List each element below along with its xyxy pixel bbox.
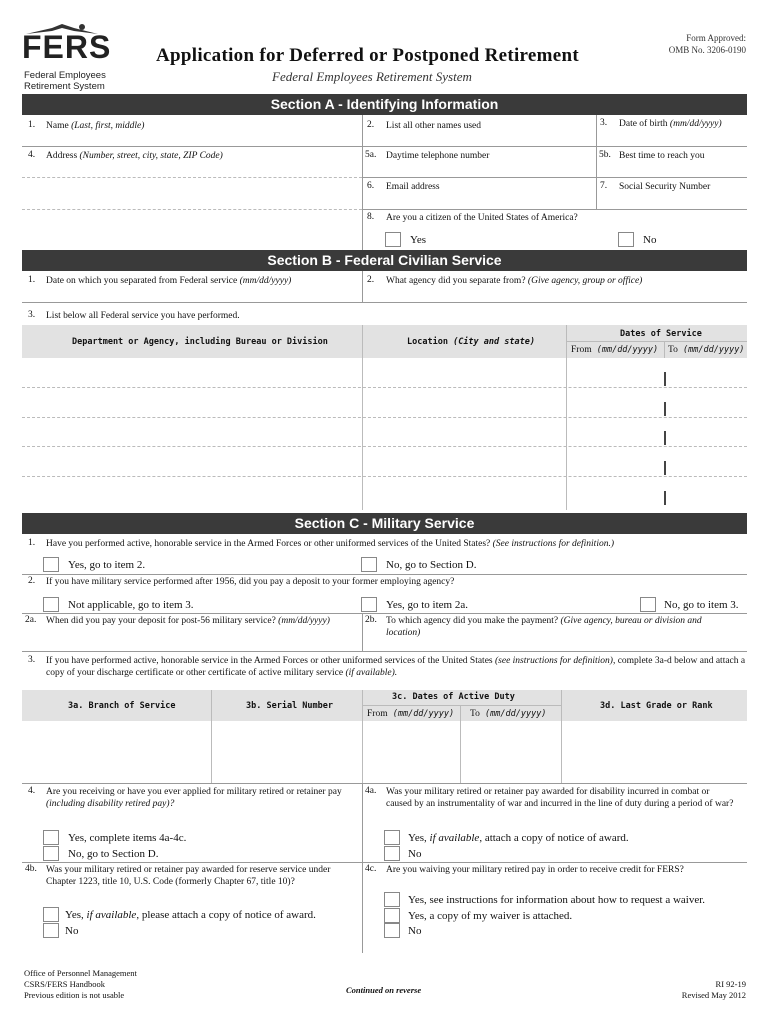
citizen-no-checkbox[interactable] (618, 232, 634, 247)
federal-service-row[interactable] (22, 388, 747, 417)
c-q3-number: 3. (28, 655, 36, 665)
c-q2-na-checkbox[interactable] (43, 597, 59, 612)
citizen-label: Are you a citizen of the United States of America? (386, 213, 578, 223)
c-q4-yes-label: Yes, complete items 4a-4c. (68, 832, 187, 844)
col-duty-to-hint: (mm/dd/yyyy) (485, 709, 547, 719)
c-q4-no-label: No, go to Section D. (68, 848, 159, 860)
c-q2a-text: When did you pay your deposit for post-56 military service? (46, 616, 276, 626)
c-q2a-label (46, 615, 330, 627)
a-item7-number: 7. (600, 181, 608, 191)
federal-service-row[interactable] (22, 447, 747, 476)
c-q4-number: 4. (28, 786, 36, 796)
email-label: Email address (386, 182, 440, 192)
c-q2a-number: 2a. (25, 615, 37, 625)
a-item8-number: 8. (367, 212, 375, 222)
section-b-heading: Section B - Federal Civilian Service (22, 250, 747, 271)
c-q4b-yes-hint: if available (86, 909, 137, 921)
c-q4a-no-label: No (408, 848, 422, 860)
c-q4c-no-checkbox[interactable] (384, 923, 400, 938)
col-dates-of-service: Dates of Service (620, 329, 702, 339)
c-q2-label: If you have military service performed after 1956, did you pay a deposit to your former employing agency? (46, 577, 455, 587)
c-q4-text: Are you receiving or have you ever applied for military retired or retainer pay (46, 787, 342, 797)
col-to-hint: (mm/dd/yyyy) (683, 345, 745, 355)
c-q2-yes-checkbox[interactable] (361, 597, 377, 612)
c-q3-hint-a: (see instructions for definition) (495, 656, 613, 666)
agency-line-1: Federal Employees (24, 70, 106, 81)
c-q4a-yes-text: Yes, (408, 832, 427, 844)
col-to-text: To (668, 345, 678, 355)
footer-handbook: CSRS/FERS Handbook (24, 979, 106, 989)
name-label: Name (46, 121, 69, 131)
c-q2-no-checkbox[interactable] (640, 597, 656, 612)
c-q4a-yes-checkbox[interactable] (384, 830, 400, 845)
c-q2-na-label: Not applicable, go to item 3. (68, 599, 194, 611)
section-a-heading: Section A - Identifying Information (22, 94, 747, 115)
approval-block (669, 32, 746, 56)
c-q1-label (46, 538, 614, 550)
c-q4a-yes-label (408, 832, 629, 844)
other-names-field[interactable] (362, 132, 596, 146)
c-q1-no-label: No, go to Section D. (386, 559, 477, 571)
c-q4c-label: Are you waiving your military retired pay in order to receive credit for FERS? (386, 865, 684, 875)
c-q4c-waiver-info-label: Yes, see instructions for information about how to request a waiver. (408, 894, 706, 906)
c-q2b-number: 2b. (365, 615, 377, 625)
ssn-field[interactable] (596, 193, 747, 209)
address-field[interactable] (22, 162, 362, 242)
footer-edition: Previous edition is not usable (24, 990, 125, 1000)
a-item6-number: 6. (367, 181, 375, 191)
approval-line-1: Form Approved: (686, 33, 746, 43)
c-q2b-text: To which agency did you make the payment? (386, 616, 559, 626)
c-q2b-label (386, 615, 736, 639)
c-q4b-label: Was your military retired or retainer pay awarded for reserve service under Chapter 1223, title 10, U.S. Code (formerly Chapter 67, title 10)? (46, 865, 331, 887)
agency-name (24, 70, 106, 92)
c-q4b-yes-label (65, 909, 316, 921)
best-time-field[interactable] (596, 162, 747, 177)
col-location (407, 337, 535, 347)
col-duty-from (367, 709, 454, 719)
a-item4-number: 4. (28, 150, 36, 160)
best-time-label: Best time to reach you (619, 151, 705, 161)
continued-on-reverse: Continued on reverse (346, 985, 422, 995)
col-duty-from-text: From (367, 709, 388, 719)
dob-hint: (mm/dd/yyyy) (669, 119, 722, 129)
separation-date-label (46, 275, 291, 287)
col-location-text: Location (407, 337, 448, 347)
b-item3-number: 3. (28, 310, 36, 320)
c-q2-no-label: No, go to item 3. (664, 599, 739, 611)
form-subtitle: Federal Employees Retirement System (272, 69, 472, 84)
c-q3-text-b: , complete 3a-d below and attach a copy of your discharge certificate or other certificate of active military service (46, 656, 746, 678)
c-q4b-no-label: No (65, 925, 79, 937)
footer-agency: Office of Personnel Management (24, 968, 137, 978)
citizen-no-label: No (643, 234, 657, 246)
c-q4a-no-checkbox[interactable] (384, 846, 400, 861)
col-from (571, 345, 658, 355)
federal-service-label: List below all Federal service you have performed. (46, 311, 240, 321)
separation-agency-text: What agency did you separate from? (386, 276, 526, 286)
col-branch: 3a. Branch of Service (68, 701, 176, 711)
logo-word: FERS (22, 29, 112, 65)
a-item1-label (46, 120, 144, 132)
federal-service-row[interactable] (22, 358, 747, 387)
b-item2-number: 2. (367, 275, 375, 285)
c-q1-text: Have you performed active, honorable service in the Armed Forces or other uniformed services of the United States? (46, 539, 491, 549)
a-item5a-number: 5a. (365, 150, 377, 160)
separation-date-field[interactable] (22, 287, 362, 302)
c-q4b-no-checkbox[interactable] (43, 923, 59, 938)
col-grade: 3d. Last Grade or Rank (600, 701, 713, 711)
c-q1-no-checkbox[interactable] (361, 557, 377, 572)
ssn-label: Social Security Number (619, 182, 711, 192)
col-from-text: From (571, 345, 592, 355)
daytime-phone-label: Daytime telephone number (386, 151, 490, 161)
citizen-yes-label: Yes (410, 234, 427, 246)
dob-field[interactable] (596, 130, 747, 146)
daytime-phone-field[interactable] (362, 162, 596, 177)
other-names-label: List all other names used (386, 121, 481, 131)
c-q1-yes-label: Yes, go to item 2. (68, 559, 146, 571)
b-item1-number: 1. (28, 275, 36, 285)
c-q1-hint: (See instructions for definition.) (492, 539, 615, 549)
fers-logo (22, 22, 112, 68)
c-q4-no-checkbox[interactable] (43, 846, 59, 861)
name-hint: (Last, first, middle) (71, 121, 145, 131)
citizen-yes-checkbox[interactable] (385, 232, 401, 247)
c-q4b-yes-checkbox[interactable] (43, 907, 59, 922)
c-q1-number: 1. (28, 538, 36, 548)
form-number: RI 92-19 (715, 979, 746, 989)
deposit-date-field[interactable] (22, 628, 362, 651)
c-q4b-yes-text-b: , please attach a copy of notice of award. (136, 909, 316, 921)
c-q2-number: 2. (28, 576, 36, 586)
name-field[interactable] (22, 132, 362, 146)
address-label-text: Address (46, 151, 78, 161)
col-active-duty: 3c. Dates of Active Duty (392, 692, 515, 702)
c-q4b-number: 4b. (25, 864, 37, 874)
c-q2-yes-label: Yes, go to item 2a. (386, 599, 468, 611)
address-hint: (Number, street, city, state, ZIP Code) (79, 151, 223, 161)
deposit-agency-field[interactable] (362, 640, 747, 651)
federal-service-row[interactable] (22, 418, 747, 446)
c-q3-hint-b: (if available). (345, 668, 398, 678)
c-q4-hint: (including disability retired pay)? (46, 799, 175, 809)
c-q2a-hint: (mm/dd/yyyy) (278, 616, 330, 626)
footer-left (24, 968, 137, 1001)
revision-date: Revised May 2012 (681, 990, 746, 1000)
c-q4a-number: 4a. (365, 786, 377, 796)
separation-agency-label (386, 275, 642, 287)
col-to (668, 345, 744, 355)
separation-agency-hint: (Give agency, group or office) (527, 276, 643, 286)
address-label (46, 150, 223, 162)
section-c-heading: Section C - Military Service (22, 513, 747, 534)
form-title: Application for Deferred or Postponed Retirement (156, 45, 580, 66)
c-q1-yes-checkbox[interactable] (43, 557, 59, 572)
c-q3-text-a: If you have performed active, honorable service in the Armed Forces or other uniformed services of the United States (46, 656, 493, 666)
c-q2b-hint: (Give agency, bureau or division and location) (386, 616, 702, 638)
c-q4c-waiver-info-checkbox[interactable] (384, 892, 400, 907)
c-q4-yes-checkbox[interactable] (43, 830, 59, 845)
a-item1-number: 1. (28, 120, 36, 130)
approval-line-2: OMB No. 3206-0190 (668, 45, 746, 55)
col-serial: 3b. Serial Number (246, 701, 333, 711)
dob-label-text: Date of birth (619, 119, 668, 129)
military-service-row[interactable] (22, 721, 747, 783)
c-q4c-number: 4c. (365, 864, 377, 874)
separation-date-text: Date on which you separated from Federal service (46, 276, 238, 286)
c-q3-label (46, 655, 746, 679)
col-department: Department or Agency, including Bureau or Division (72, 337, 328, 347)
c-q4-label (46, 786, 351, 810)
a-item3-number: 3. (600, 118, 608, 128)
footer-right (682, 979, 746, 1001)
a-item2-number: 2. (367, 120, 375, 130)
c-q4c-waiver-attached-label: Yes, a copy of my waiver is attached. (408, 910, 573, 922)
col-from-hint: (mm/dd/yyyy) (596, 345, 659, 355)
c-q4b-yes-text: Yes, (65, 909, 84, 921)
col-duty-from-hint: (mm/dd/yyyy) (392, 709, 455, 719)
email-field[interactable] (362, 193, 596, 209)
dob-label (619, 118, 722, 130)
agency-line-2: Retirement System (24, 81, 105, 92)
col-duty-to (470, 709, 546, 719)
col-location-hint: (City and state) (453, 337, 535, 347)
c-q4a-label: Was your military retired or retainer pay awarded for disability incurred in combat or caused by an instrumentality of war and incurred in the line of duty during a period of war? (386, 787, 734, 809)
a-item5b-number: 5b. (599, 150, 611, 160)
c-q4a-yes-text-b: , attach a copy of notice of award. (479, 832, 629, 844)
separation-date-hint: (mm/dd/yyyy) (239, 276, 292, 286)
federal-service-row[interactable] (22, 477, 747, 510)
c-q4a-yes-hint: if available (429, 832, 480, 844)
separation-agency-field[interactable] (362, 287, 747, 302)
col-duty-to-text: To (470, 709, 480, 719)
c-q4c-waiver-attached-checkbox[interactable] (384, 908, 400, 923)
c-q4c-no-label: No (408, 925, 422, 937)
